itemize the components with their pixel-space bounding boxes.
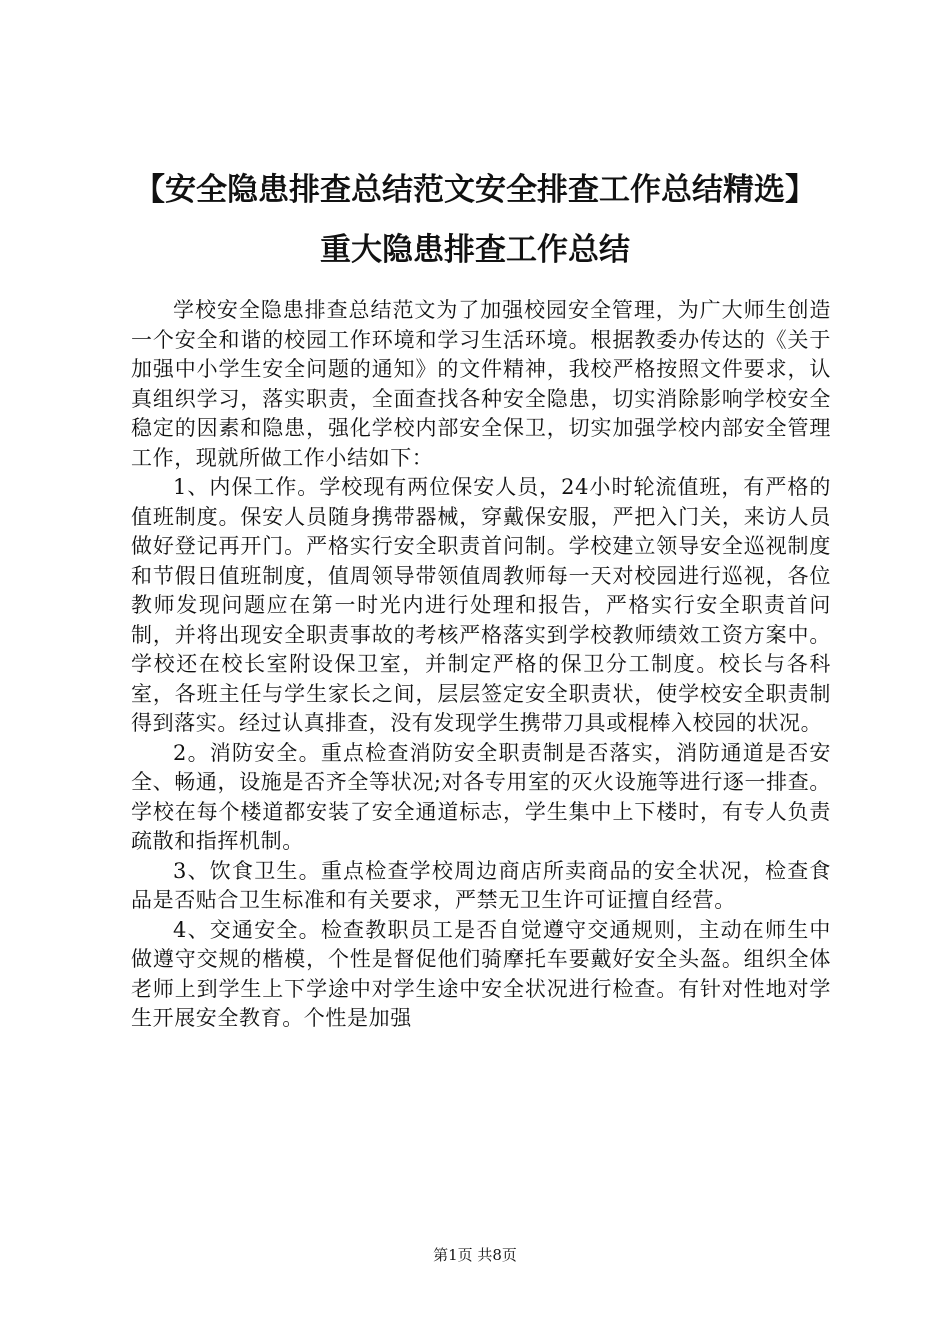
document-body [131,296,831,1034]
paragraph-internal-security: 1、内保工作。学校现有两位保安人员，24小时轮流值班，有严格的值班制度。保安人员随身携带器械，穿戴保安服，严把入门关，来访人员做好登记再开门。严格实行安全职责首问制。学校建立领导安全巡视制度和节假日值班制度，值周领导带领值周教师每一天对校园进行巡视，各位教师发现问题应在第一时光内进行处理和报告，严格实行安全职责首问制，并将出现安全职责事故的考核严格落实到学校教师绩效工资方案中。学校还在校长室附设保卫室，并制定严格的保卫分工制度。校长与各科室，各班主任与学生家长之间，层层签定安全职责状，使学校安全职责制得到落实。经过认真排查，没有发现学生携带刀具或棍棒入校园的状况。 [131,475,831,735]
paragraph-food-hygiene: 3、饮食卫生。重点检查学校周边商店所卖商品的安全状况，检查食品是否贴合卫生标准和有关要求，严禁无卫生许可证擅自经营。 [131,858,831,912]
paragraph-fire-safety: 2。消防安全。重点检查消防安全职责制是否落实，消防通道是否安全、畅通，设施是否齐全等状况;对各专用室的灭火设施等进行逐一排查。学校在每个楼道都安装了安全通道标志，学生集中上下楼时，有专人负责疏散和指挥机制。 [131,740,831,853]
paragraph-traffic-safety: 4、交通安全。检查教职员工是否自觉遵守交通规则，主动在师生中做遵守交规的楷模，个性是督促他们骑摩托车要戴好安全头盔。组织全体老师上到学生上下学途中对学生途中安全状况进行检查。有针对性地对学生开展安全教育。个性是加强 [131,917,831,1030]
paragraph-intro: 学校安全隐患排查总结范文为了加强校园安全管理，为广大师生创造一个安全和谐的校园工作环境和学习生活环境。根据教委办传达的《关于加强中小学生安全问题的通知》的文件精神，我校严格按照文件要求，认真组织学习，落实职责，全面查找各种安全隐患，切实消除影响学校安全稳定的因素和隐患，强化学校内部安全保卫，切实加强学校内部安全管理工作，现就所做工作小结如下： [131,298,831,470]
document-title: 【安全隐患排查总结范文安全排查工作总结精选】重大隐患排查工作总结 [134,172,816,268]
page-footer: 第1页 共8页 [433,1246,517,1264]
